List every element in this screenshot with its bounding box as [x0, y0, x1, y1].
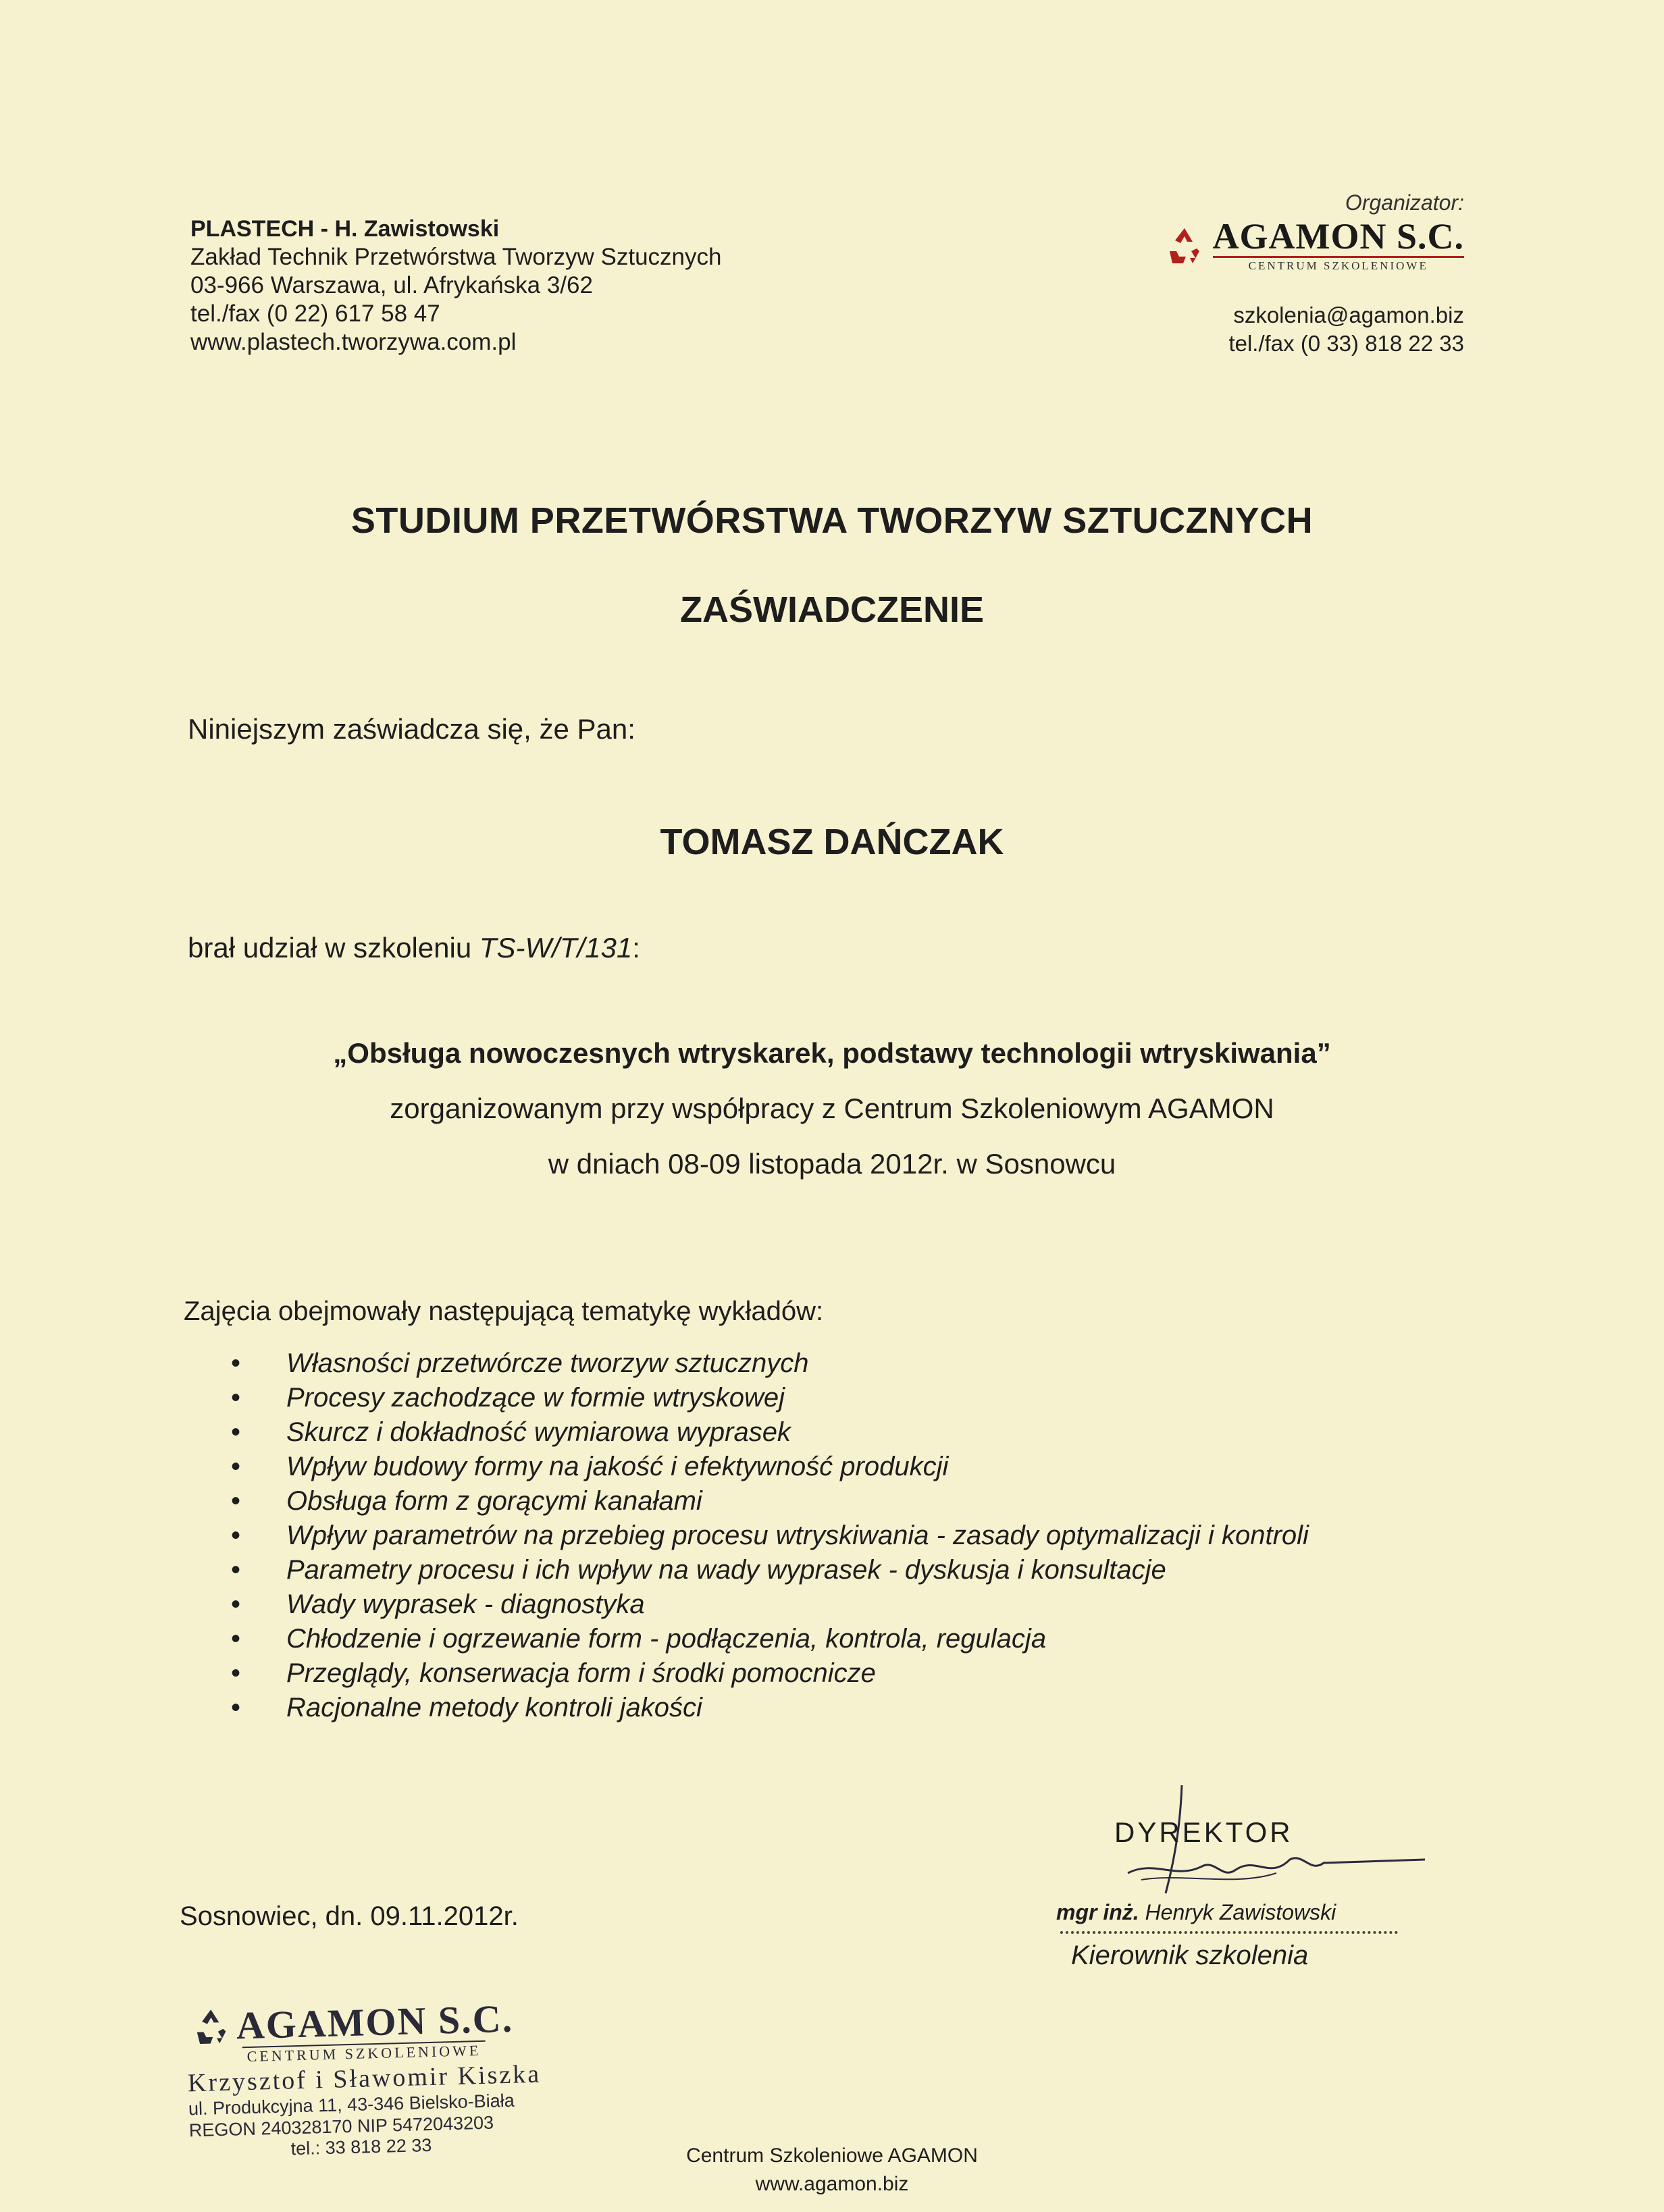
list-item: • Procesy zachodzące w formie wtryskowej: [231, 1381, 1309, 1415]
date-place: Sosnowiec, dn. 09.11.2012r.: [180, 1901, 519, 1931]
stamp-address: ul. Produkcyjna 11, 43-346 Bielsko-Biała: [188, 2090, 515, 2119]
signer-name: [1056, 1900, 1336, 1925]
course-suffix: :: [632, 932, 640, 964]
stamp-name: AGAMON S.C.: [235, 1996, 514, 2048]
logo-name: AGAMON S.C.: [1212, 216, 1464, 257]
stamp-phone: tel.: 33 818 22 33: [290, 2134, 432, 2159]
header-right: [1163, 190, 1465, 358]
course-dates: w dniach 08-09 listopada 2012r. w Sosnowcu: [548, 1148, 1116, 1180]
stamp-ids: REGON 240328170 NIP 5472043203: [188, 2112, 494, 2141]
organizer-email: szkolenia@agamon.biz: [1233, 302, 1464, 327]
list-item: • Chłodzenie i ogrzewanie form - podłączenia, kontrola, regulacja: [231, 1622, 1309, 1656]
company-phone: tel./fax (0 22) 617 58 47: [190, 300, 440, 327]
list-item: • Obsługa form z gorącymi kanałami: [231, 1484, 1309, 1519]
signer-fullname: Henryk Zawistowski: [1145, 1900, 1336, 1924]
course-line: [188, 932, 640, 964]
stamp-owners: Krzysztof i Sławomir Kiszka: [187, 2059, 542, 2098]
company-line1: Zakład Technik Przetwórstwa Tworzyw Sztucznych: [190, 244, 722, 270]
intro-text: Niniejszym zaświadcza się, że Pan:: [188, 713, 635, 745]
list-item: • Skurcz i dokładność wymiarowa wyprasek: [231, 1415, 1309, 1450]
company-stamp: [186, 1997, 568, 2163]
footer-line1: Centrum Szkoleniowe AGAMON: [686, 2144, 978, 2167]
organizer-phone: tel./fax (0 33) 818 22 33: [1228, 331, 1464, 356]
organizer-label: Organizator:: [1345, 190, 1464, 215]
topics-list: [231, 1346, 1309, 1725]
list-item: • Przeglądy, konserwacja form i środki pomocnicze: [231, 1656, 1309, 1691]
list-item: • Własności przetwórcze tworzyw sztucznych: [231, 1346, 1309, 1381]
company-website: www.plastech.tworzywa.com.pl: [190, 329, 517, 355]
recycle-icon: [186, 2005, 237, 2048]
course-code: TS-W/T/131: [479, 932, 633, 964]
signer-title: mgr inż.: [1056, 1900, 1139, 1924]
recycle-icon: [1163, 224, 1206, 267]
course-prefix: brał udział w szkoleniu: [188, 932, 472, 964]
document-title: STUDIUM PRZETWÓRSTWA TWORZYW SZTUCZNYCH: [350, 500, 1314, 541]
list-item: • Racjonalne metody kontroli jakości: [231, 1691, 1309, 1725]
list-item: • Wpływ parametrów na przebieg procesu wtryskiwania - zasady optymalizacji i kontroli: [231, 1519, 1309, 1553]
signer-role: Kierownik szkolenia: [1071, 1941, 1309, 1970]
list-item: • Parametry procesu i ich wpływ na wady wyprasek - dyskusja i konsultacje: [231, 1553, 1309, 1587]
header-left: [190, 215, 722, 357]
course-organization: zorganizowanym przy współpracy z Centrum Szkoleniowym AGAMON: [390, 1092, 1274, 1124]
agamon-logo: [1163, 218, 1465, 273]
company-name: PLASTECH - H. Zawistowski: [190, 216, 500, 242]
company-address: 03-966 Warszawa, ul. Afrykańska 3/62: [190, 272, 593, 298]
director-label: DYREKTOR: [1114, 1816, 1293, 1848]
list-item: • Wady wyprasek - diagnostyka: [231, 1587, 1309, 1622]
signature-line: [1060, 1931, 1398, 1934]
logo-subtitle: CENTRUM SZKOLENIOWE: [1213, 256, 1465, 273]
footer-website: www.agamon.biz: [755, 2173, 909, 2195]
person-name: TOMASZ DAŃCZAK: [660, 822, 1004, 862]
course-title: „Obsługa nowoczesnych wtryskarek, podstawy technologii wtryskiwania”: [333, 1037, 1331, 1069]
stamp-subtitle: CENTRUM SZKOLENIOWE: [242, 2040, 486, 2065]
topics-heading: Zajęcia obejmowały następującą tematykę wykładów:: [184, 1296, 824, 1326]
footer: [0, 2142, 1664, 2198]
document-subtitle: ZAŚWIADCZENIE: [680, 589, 984, 630]
list-item: • Wpływ budowy formy na jakość i efektywność produkcji: [231, 1450, 1309, 1484]
